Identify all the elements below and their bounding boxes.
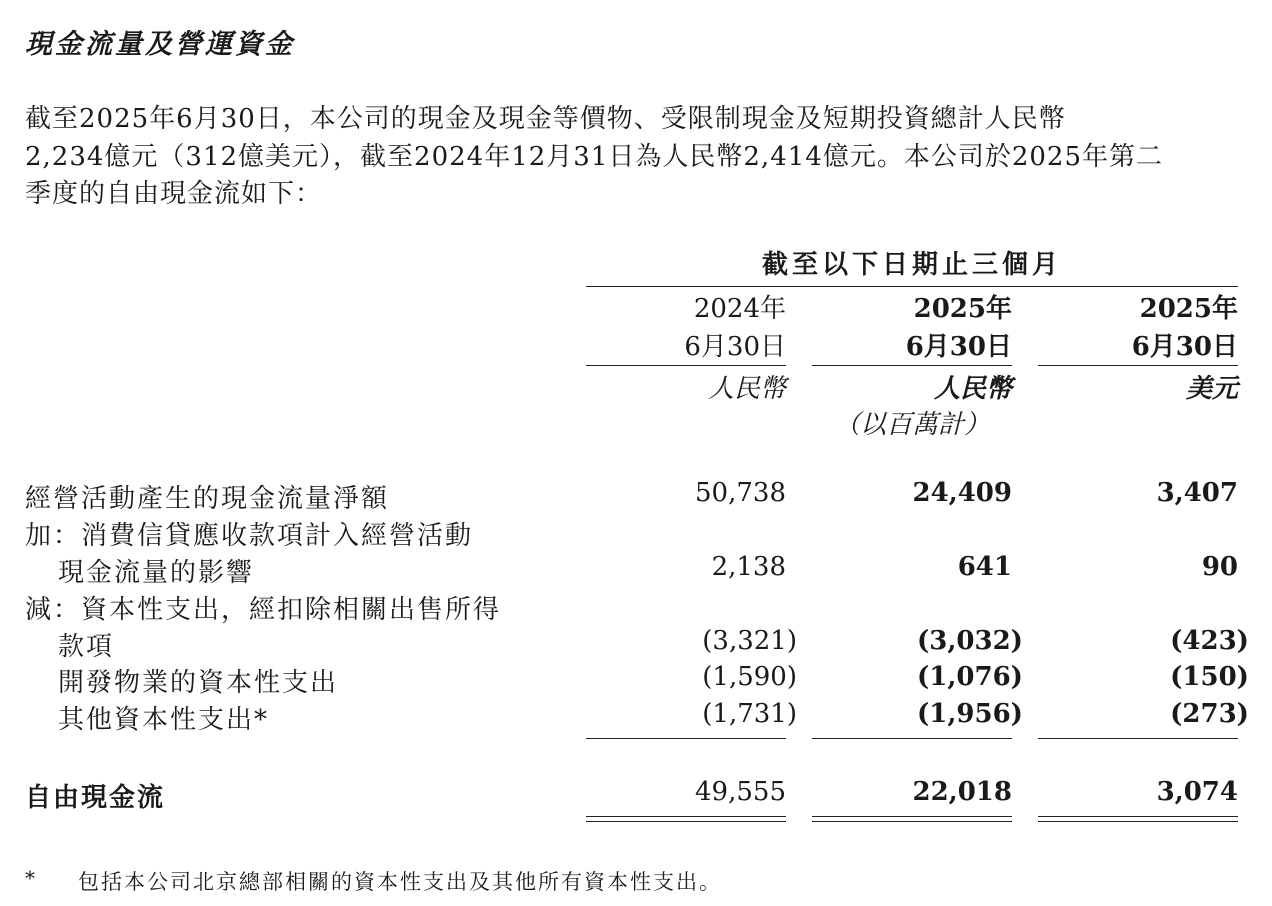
col1-double-rule-bottom (586, 821, 786, 822)
table-cell: 24,409 (912, 478, 1012, 508)
row-label-operating-cash-flow: 經營活動產生的現金流量淨額 (25, 484, 390, 514)
row-label-less-capex: 減：資本性支出，經扣除相關出售所得 (25, 595, 502, 625)
row-label-cash-flow-impact: 現金流量的影響 (58, 558, 255, 588)
table-cell: (1,731) (702, 699, 797, 729)
row-label-add-consumer-credit: 加：消費信貸應收款項計入經營活動 (25, 521, 474, 551)
footnote-marker: * (25, 866, 35, 890)
table-cell: 22,018 (912, 777, 1012, 807)
col1-date: 6月30日 (684, 332, 786, 362)
table-cell: 3,074 (1156, 777, 1238, 807)
col1-year: 2024年 (693, 294, 786, 324)
table-cell: 90 (1201, 552, 1238, 582)
unit-note: （以百萬計） (833, 410, 990, 440)
paragraph-line-3: 季度的自由現金流如下： (25, 179, 323, 209)
paragraph-line-2: 2,234億元（312億美元），截至2024年12月31日為人民幣2,414億元。本公司於2025年第二 (25, 142, 1163, 172)
table-cell: 641 (957, 552, 1012, 582)
table-cell: 3,407 (1156, 478, 1238, 508)
col3-subtotal-rule (1038, 738, 1238, 739)
table-cell: (3,321) (702, 626, 797, 656)
col3-date: 6月30日 (1131, 332, 1238, 362)
table-cell: 49,555 (695, 777, 786, 807)
table-cell: (150) (1170, 662, 1249, 692)
col2-currency: 人民幣 (933, 374, 1012, 404)
col2-header-rule (812, 365, 1012, 366)
table-cell: (273) (1170, 699, 1249, 729)
table-cell: (1,590) (702, 662, 797, 692)
footnote-text: 包括本公司北京總部相關的資本性支出及其他所有資本性支出。 (78, 870, 722, 894)
col3-year: 2025年 (1139, 294, 1238, 324)
table-cell: (1,076) (916, 662, 1023, 692)
table-cell: (423) (1170, 626, 1249, 656)
table-cell: 2,138 (711, 552, 786, 582)
col1-double-rule-top (586, 816, 786, 817)
col2-year: 2025年 (913, 294, 1012, 324)
row-label-free-cash-flow: 自由現金流 (25, 783, 166, 813)
period-underline (586, 286, 1238, 287)
row-label-other-capex: 其他資本性支出* (58, 705, 270, 735)
period-header: 截至以下日期止三個月 (761, 250, 1062, 280)
col2-double-rule-bottom (812, 821, 1012, 822)
table-cell: (3,032) (916, 626, 1023, 656)
row-label-development-capex: 開發物業的資本性支出 (58, 668, 339, 698)
col3-header-rule (1038, 365, 1238, 366)
table-cell: (1,956) (916, 699, 1023, 729)
row-label-proceeds: 款項 (58, 632, 115, 662)
col2-double-rule-top (812, 816, 1012, 817)
col2-date: 6月30日 (905, 332, 1012, 362)
col3-double-rule-top (1038, 816, 1238, 817)
col1-subtotal-rule (586, 738, 786, 739)
col1-header-rule (586, 365, 786, 366)
paragraph-line-1: 截至2025年6月30日，本公司的現金及現金等價物、受限制現金及短期投資總計人民幣 (25, 104, 1066, 134)
col3-double-rule-bottom (1038, 821, 1238, 822)
col3-currency: 美元 (1185, 374, 1238, 404)
col2-subtotal-rule (812, 738, 1012, 739)
col1-currency: 人民幣 (707, 374, 786, 404)
section-heading: 現金流量及營運資金 (25, 29, 295, 60)
table-cell: 50,738 (695, 478, 786, 508)
